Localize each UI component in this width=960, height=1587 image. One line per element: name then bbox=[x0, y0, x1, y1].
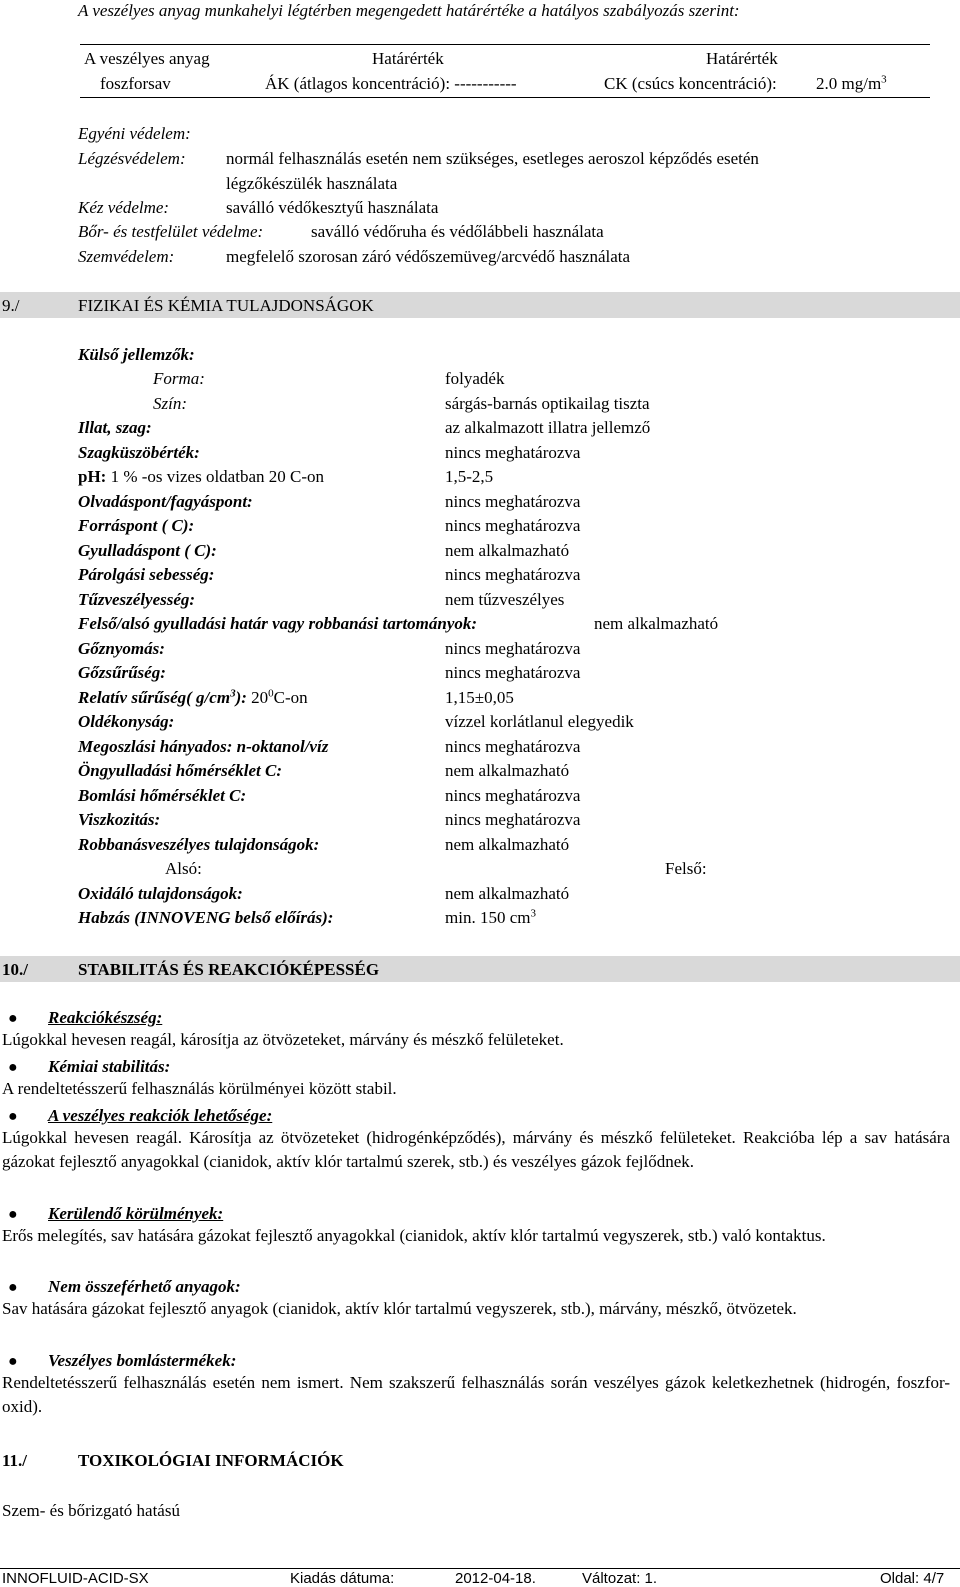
ph-label: pH: 1 % -os vizes oldatban 20 C-on bbox=[78, 467, 324, 486]
footer-page: Oldal: 4/7 bbox=[880, 1570, 945, 1587]
table-substance: foszforsav bbox=[100, 74, 171, 93]
threshold-label: Szagküszöbérték: bbox=[78, 443, 200, 462]
boil-value: nincs meghatározva bbox=[445, 516, 581, 535]
melt-label: Olvadáspont/fagyáspont: bbox=[78, 492, 253, 511]
flam-label: Tűzveszélyesség: bbox=[78, 590, 196, 609]
rd-label: Relatív sűrűség( $g/cm^3$): $20^0C-on$ bbox=[78, 687, 308, 707]
upper-label: Felső: bbox=[665, 859, 707, 878]
expl-label: Felső/alsó gyulladási határ vagy robbanási tartományok: bbox=[78, 614, 478, 633]
color-label: Szín: bbox=[153, 394, 187, 413]
section-9-title: FIZIKAI ÉS KÉMIA TULAJDONSÁGOK bbox=[78, 296, 374, 315]
evap-value: nincs meghatározva bbox=[445, 565, 581, 584]
auto-value: nem alkalmazható bbox=[445, 761, 570, 780]
explprop-value: nem alkalmazható bbox=[445, 835, 570, 854]
table-ak: ÁK (átlagos koncentráció): ----------- bbox=[265, 74, 517, 93]
bullet-icon: ● bbox=[8, 1206, 18, 1223]
expl-value: nem alkalmazható bbox=[594, 614, 719, 633]
foam-value: min. 150 $cm^3$ bbox=[445, 907, 536, 927]
table-header-substance: A veszélyes anyag bbox=[84, 49, 210, 68]
hazardous-reactions-head: A veszélyes reakciók lehetősége: bbox=[48, 1106, 273, 1125]
decomposition-text: Rendeltetésszerű felhasználás esetén nem ismert. Nem szakszerű felhasználás során veszélyes gázok keletkezhetnek (hidrogén, foszfor-oxid). bbox=[2, 1373, 950, 1416]
hazardous-reactions-text: Lúgokkal hevesen reagál. Károsítja az ötvözeteket (hidrogénképződés), márvány és mészkő felületeket. Reakcióba lép a sav hatására gázokat fejlesztő anyagokkal (cianidok, aktív klór tartalmú szerek, stb.) és veszélyes gázok fejlődnek. bbox=[2, 1128, 950, 1171]
footer-rule bbox=[0, 1568, 960, 1569]
visc-value: nincs meghatározva bbox=[445, 810, 581, 829]
table-header-limit-2: Határérték bbox=[706, 49, 778, 68]
flash-value: nem alkalmazható bbox=[445, 541, 570, 560]
footer-product: INNOFLUID-ACID-SX bbox=[2, 1570, 149, 1587]
resp-text-1: normál felhasználás esetén nem szükséges, esetleges aeroszol képződés esetén bbox=[226, 149, 759, 168]
part-value: nincs meghatározva bbox=[445, 737, 581, 756]
incompatible-head: Nem összeférhető anyagok: bbox=[48, 1277, 241, 1296]
auto-label: Öngyulladási hőmérséklet C: bbox=[78, 761, 283, 780]
section-10-title: STABILITÁS ÉS REAKCIÓKÉPESSÉG bbox=[78, 960, 380, 979]
skin-text: saválló védőruha és védőlábbeli használata bbox=[311, 222, 604, 241]
decomp-label: Bomlási hőmérséklet C: bbox=[78, 786, 247, 805]
odor-label: Illat, szag: bbox=[78, 418, 152, 437]
vp-value: nincs meghatározva bbox=[445, 639, 581, 658]
toxicology-text: Szem- és bőrizgató hatású bbox=[2, 1501, 180, 1520]
eye-text: megfelelő szorosan záró védőszemüveg/arcvédő használata bbox=[226, 247, 631, 266]
resp-text-2: légzőkészülék használata bbox=[226, 174, 398, 193]
chemical-stability-head: Kémiai stabilitás: bbox=[48, 1057, 171, 1076]
ox-label: Oxidáló tulajdonságok: bbox=[78, 884, 243, 903]
odor-value: az alkalmazott illatra jellemző bbox=[445, 418, 651, 437]
table-header-limit-1: Határérték bbox=[372, 49, 444, 68]
eye-label: Szemvédelem: bbox=[78, 247, 175, 266]
ppe-title: Egyéni védelem: bbox=[78, 124, 191, 143]
foam-label: Habzás (INNOVENG belső előírás): bbox=[78, 908, 334, 927]
decomposition-head: Veszélyes bomlástermékek: bbox=[48, 1351, 237, 1370]
skin-label: Bőr- és testfelület védelme: bbox=[78, 222, 264, 241]
bullet-icon: ● bbox=[8, 1279, 18, 1296]
decomp-value: nincs meghatározva bbox=[445, 786, 581, 805]
table-ck: CK (csúcs koncentráció): bbox=[604, 74, 777, 93]
sol-label: Oldékonyság: bbox=[78, 712, 175, 731]
table-ck-value: 2.0 $mg/m^3$ bbox=[816, 73, 887, 93]
flash-label: Gyulladáspont ( C): bbox=[78, 541, 217, 560]
part-label: Megoszlási hányados: n-oktanol/víz bbox=[78, 737, 329, 756]
resp-label: Légzésvédelem: bbox=[78, 149, 186, 168]
reactivity-head: Reakciókészség: bbox=[48, 1008, 163, 1027]
incompatible-text: Sav hatására gázokat fejlesztő anyagok (cianidok, aktív klór tartalmú vegyszerek, stb.), márvány, mészkő, ötvözetek. bbox=[2, 1299, 797, 1318]
form-value: folyadék bbox=[445, 369, 505, 388]
bullet-icon: ● bbox=[8, 1059, 18, 1076]
chemical-stability-text: A rendeltetésszerű felhasználás körülményei között stabil. bbox=[2, 1079, 397, 1098]
section-11-title: TOXIKOLÓGIAI INFORMÁCIÓK bbox=[78, 1451, 344, 1470]
footer-version: Változat: 1. bbox=[582, 1570, 658, 1587]
conditions-avoid-head: Kerülendő körülmények: bbox=[48, 1204, 224, 1223]
ph-value: 1,5-2,5 bbox=[445, 467, 494, 486]
flam-value: nem tűzveszélyes bbox=[445, 590, 565, 609]
color-value: sárgás-barnás optikailag tiszta bbox=[445, 394, 650, 413]
bullet-icon: ● bbox=[8, 1010, 18, 1027]
vd-label: Gőzsűrűség: bbox=[78, 663, 166, 682]
intro-text: A veszélyes anyag munkahelyi légtérben megengedett határértéke a hatályos szabályozás szerint: bbox=[78, 1, 740, 20]
table-top-border bbox=[80, 44, 930, 45]
boil-label: Forráspont ( C): bbox=[78, 516, 195, 535]
rd-value: 1,15±0,05 bbox=[445, 688, 514, 707]
section-9-number: 9./ bbox=[2, 296, 20, 315]
ext-title: Külső jellemzők: bbox=[78, 345, 195, 364]
threshold-value: nincs meghatározva bbox=[445, 443, 581, 462]
vd-value: nincs meghatározva bbox=[445, 663, 581, 682]
vp-label: Gőznyomás: bbox=[78, 639, 165, 658]
footer-issue-date: 2012-04-18. bbox=[455, 1570, 536, 1587]
visc-label: Viszkozitás: bbox=[78, 810, 161, 829]
ox-value: nem alkalmazható bbox=[445, 884, 570, 903]
section-10-number: 10./ bbox=[2, 960, 28, 979]
form-label: Forma: bbox=[153, 369, 205, 388]
sol-value: vízzel korlátlanul elegyedik bbox=[445, 712, 634, 731]
explprop-label: Robbanásveszélyes tulajdonságok: bbox=[78, 835, 320, 854]
conditions-avoid-text: Erős melegítés, sav hatására gázokat fejlesztő anyagokkal (cianidok, aktív klór tartalmú vegyszerek, stb.) való kontaktus. bbox=[2, 1226, 826, 1245]
table-bottom-border bbox=[80, 97, 930, 98]
hand-text: saválló védőkesztyű használata bbox=[226, 198, 439, 217]
lower-label: Alsó: bbox=[165, 859, 202, 878]
reactivity-text: Lúgokkal hevesen reagál, károsítja az ötvözeteket, márvány és mészkő felületeket. bbox=[2, 1030, 564, 1049]
hand-label: Kéz védelme: bbox=[78, 198, 170, 217]
section-11-number: 11./ bbox=[2, 1451, 28, 1470]
melt-value: nincs meghatározva bbox=[445, 492, 581, 511]
evap-label: Párolgási sebesség: bbox=[78, 565, 215, 584]
footer-issue-label: Kiadás dátuma: bbox=[290, 1570, 395, 1587]
bullet-icon: ● bbox=[8, 1108, 18, 1125]
bullet-icon: ● bbox=[8, 1353, 18, 1370]
